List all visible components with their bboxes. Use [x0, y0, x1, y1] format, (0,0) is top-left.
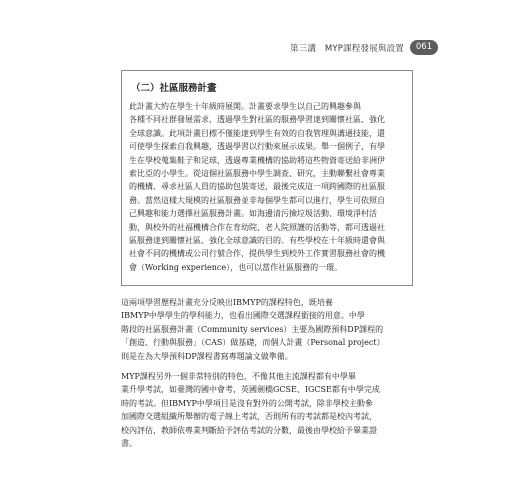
body-paragraph-1: 這兩項學習歷程計畫充分反映出IBMYP的課程特色，既培養 IBMYP中學學生的學科能力，也看出國際交選課程銜接的用意。中學 階段的社區服務計畫（Community services）主要為國際預科DP課程的 「創造、行動與服務」（CAS）做基礎，而個人計畫（Personal project） 則是在為大學預科DP課程書寫專題論文做準備。 — [121, 298, 385, 361]
running-header — [0, 40, 520, 56]
section-heading: （二）社區服務計畫 — [131, 83, 217, 94]
community-service-section — [121, 70, 413, 286]
body-paragraph-2: MYP課程另外一個非常特別的特色，不像其他主流課程都有中學畢 業升學考試，如臺灣的國中會考，英國劍橋GCSE、IGCSE都有中學完成 時的考試。但IBMYP中學項目是沒有對外的公開考試，除非學校主動參 加國際交選組織所舉辦的電子線上考試，否則所有的考試都是校內考試， 校內評估，教師依專業判斷給予評估考試的分數，最後由學校給予畢業證 書。 — [121, 372, 380, 449]
chapter-title: 第三講 MYP課程發展與設置 — [290, 44, 404, 54]
body-text — [121, 296, 421, 450]
section-paragraph: 此計畫大約在學生十年級時展開。計畫要求學生以自己的興趣參與 各種不同社群發展需求，透過學生對社區的服務學習達到關懷社區、強化 全球意識。此項計畫目標不僅能達到學生有效的自我管理與溝通技能，還 可使學生探索自我興趣，透過學習以行動來展示成果。舉一個例子，有學 生在學校蒐集鞋子和足球，透過專業機構的協助將這些物資寄送給非洲伊 索比亞的小學生。從這個社區服務中學生調查、研究，主動聯繫社會專業 的機構、尋求社區人員的協助包裝寄送，最後完成這一項跨國際的社區服 務。當然這樣大規模的社區服務並非每個學生都可以進行，學生可依照自 己興趣和能力選擇社區服務計畫。如海邊清污撿垃圾活動、環境淨村活 動，與校外的社福機構合作在育幼院、老人院照護的活動等，都可透過社 區服務達到關懷社區、強化全球意識的目的。有些學校在十年級時還會與 社會不同的機構或公司行號合作，提供學生到校外工作實習服務社會的機 會（Working experience），也可以當作社區服務的一環。 — [129, 102, 385, 272]
page-number-badge: 061 — [410, 40, 438, 55]
